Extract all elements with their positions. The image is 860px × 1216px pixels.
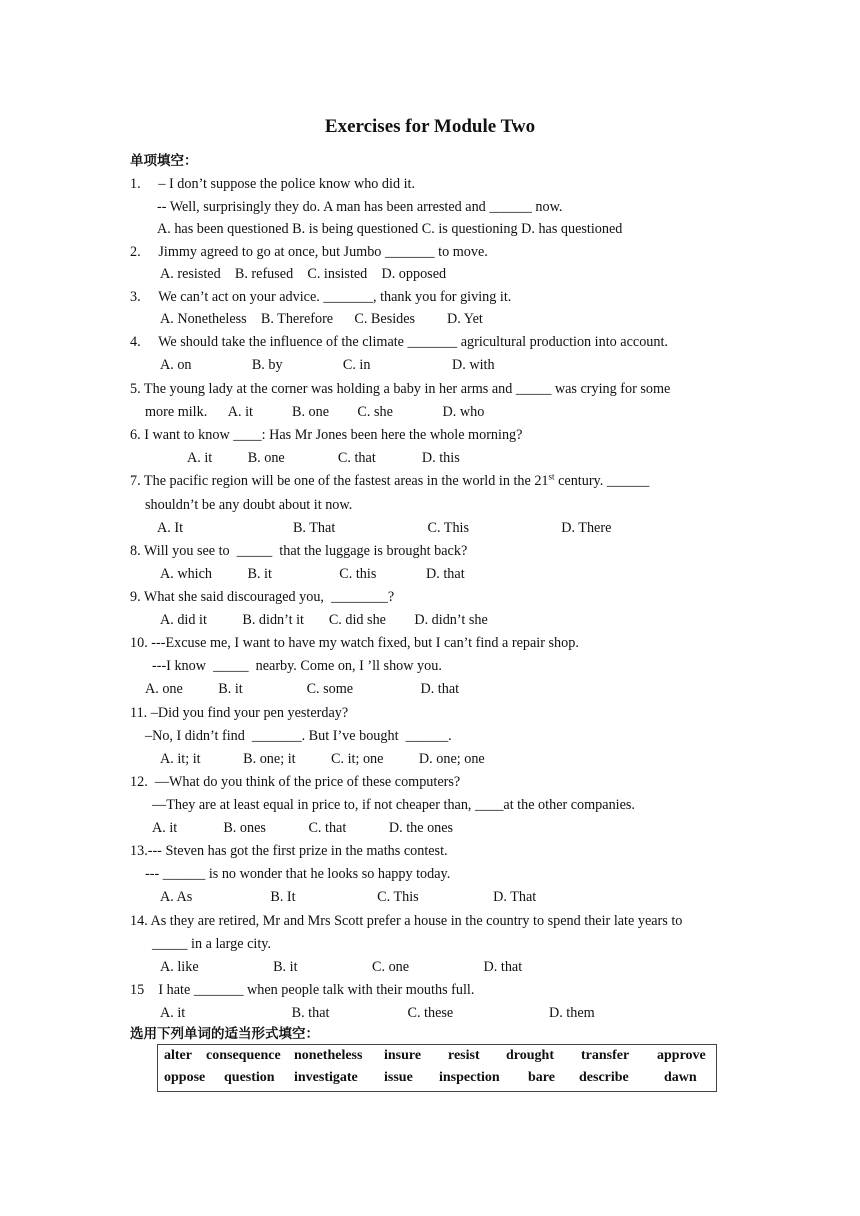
- question-9-options: A. did it B. didn’t it C. did she D. didn’t she: [160, 612, 488, 628]
- question-11-line-2: –No, I didn’t find _______. But I’ve bought ______.: [145, 728, 452, 744]
- question-3-options: A. Nonetheless B. Therefore C. Besides D. Yet: [160, 311, 483, 327]
- ordinal-superscript: st: [548, 471, 555, 482]
- question-14-line-1: 14. As they are retired, Mr and Mrs Scott prefer a house in the country to spend their late years to: [130, 913, 683, 929]
- question-5-line-1: 5. The young lady at the corner was holding a baby in her arms and _____ was crying for some: [130, 381, 671, 397]
- question-2-line-1: 2. Jimmy agreed to go at once, but Jumbo _______ to move.: [130, 244, 488, 260]
- question-7-options: A. It B. That C. This D. There: [157, 520, 612, 536]
- word-bank-row-2: [158, 1070, 716, 1092]
- question-11-options: A. it; it B. one; it C. it; one D. one; one: [160, 751, 485, 767]
- word-bank-word: transfer: [581, 1048, 630, 1063]
- word-bank-word: consequence: [206, 1048, 281, 1063]
- word-bank-word: inspection: [439, 1070, 500, 1085]
- question-12-line-1: 12. —What do you think of the price of these computers?: [130, 774, 461, 790]
- word-bank-word: bare: [528, 1070, 555, 1085]
- question-12-options: A. it B. ones C. that D. the ones: [152, 820, 454, 836]
- word-bank-word: insure: [384, 1048, 422, 1063]
- question-4-options: A. on B. by C. in D. with: [160, 357, 495, 373]
- question-6-options: A. it B. one C. that D. this: [187, 450, 460, 466]
- word-bank-row-1: [158, 1048, 716, 1070]
- question-3-line-1: 3. We can’t act on your advice. _______, thank you for giving it.: [130, 289, 512, 305]
- word-bank-word: issue: [384, 1070, 413, 1085]
- question-13-options: A. As B. It C. This D. That: [160, 889, 537, 905]
- question-14-options: A. like B. it C. one D. that: [160, 959, 523, 975]
- question-8-line-1: 8. Will you see to _____ that the luggage is brought back?: [130, 543, 468, 559]
- section-heading-single-choice: 单项填空：: [130, 153, 198, 169]
- question-10-line-1: 10. ---Excuse me, I want to have my watch fixed, but I can’t find a repair shop.: [130, 635, 579, 651]
- question-14-line-2: _____ in a large city.: [152, 936, 271, 952]
- question-9-line-1: 9. What she said discouraged you, ________?: [130, 589, 395, 605]
- question-1-line-2: -- Well, surprisingly they do. A man has been arrested and ______ now.: [157, 199, 563, 215]
- question-12-line-2: —They are at least equal in price to, if not cheaper than, ____at the other companies.: [152, 797, 635, 813]
- question-10-line-2: ---I know _____ nearby. Come on, I ’ll show you.: [152, 658, 442, 674]
- word-bank-word: oppose: [164, 1070, 206, 1085]
- word-bank-word: investigate: [294, 1070, 358, 1085]
- word-bank-word: approve: [657, 1048, 706, 1063]
- question-2-options: A. resisted B. refused C. insisted D. opposed: [160, 266, 447, 282]
- question-7-line-1: [130, 472, 649, 490]
- word-bank-box: [157, 1044, 717, 1092]
- question-7-text-b: century. ______: [554, 473, 650, 489]
- question-6-line-1: 6. I want to know ____: Has Mr Jones been here the whole morning?: [130, 427, 523, 443]
- word-bank-word: question: [224, 1070, 275, 1085]
- question-7-line-2: shouldn’t be any doubt about it now.: [145, 497, 353, 513]
- word-bank-word: resist: [448, 1048, 480, 1063]
- question-11-line-1: 11. –Did you find your pen yesterday?: [130, 705, 349, 721]
- question-1-options: A. has been questioned B. is being questioned C. is questioning D. has questioned: [157, 221, 623, 237]
- section-heading-fill-in: 选用下列单词的适当形式填空：: [130, 1026, 319, 1042]
- question-5-line-2: more milk. A. it B. one C. she D. who: [145, 404, 485, 420]
- word-bank-word: nonetheless: [294, 1048, 363, 1063]
- word-bank-word: alter: [164, 1048, 192, 1063]
- word-bank-word: drought: [506, 1048, 554, 1063]
- question-1-line-1: 1. – I don’t suppose the police know who did it.: [130, 176, 416, 192]
- question-13-line-2: --- ______ is no wonder that he looks so happy today.: [145, 866, 451, 882]
- question-10-options: A. one B. it C. some D. that: [145, 681, 460, 697]
- question-15-line-1: 15 I hate _______ when people talk with their mouths full.: [130, 982, 475, 998]
- question-7-text-a: 7. The pacific region will be one of the fastest areas in the world in the 21: [130, 473, 549, 489]
- page-title: Exercises for Module Two: [324, 116, 536, 137]
- word-bank-word: dawn: [664, 1070, 697, 1085]
- question-15-options: A. it B. that C. these D. them: [160, 1005, 595, 1021]
- word-bank-word: describe: [579, 1070, 629, 1085]
- question-8-options: A. which B. it C. this D. that: [160, 566, 465, 582]
- question-13-line-1: 13.--- Steven has got the first prize in the maths contest.: [130, 843, 448, 859]
- question-4-line-1: 4. We should take the influence of the climate _______ agricultural production into account.: [130, 334, 668, 350]
